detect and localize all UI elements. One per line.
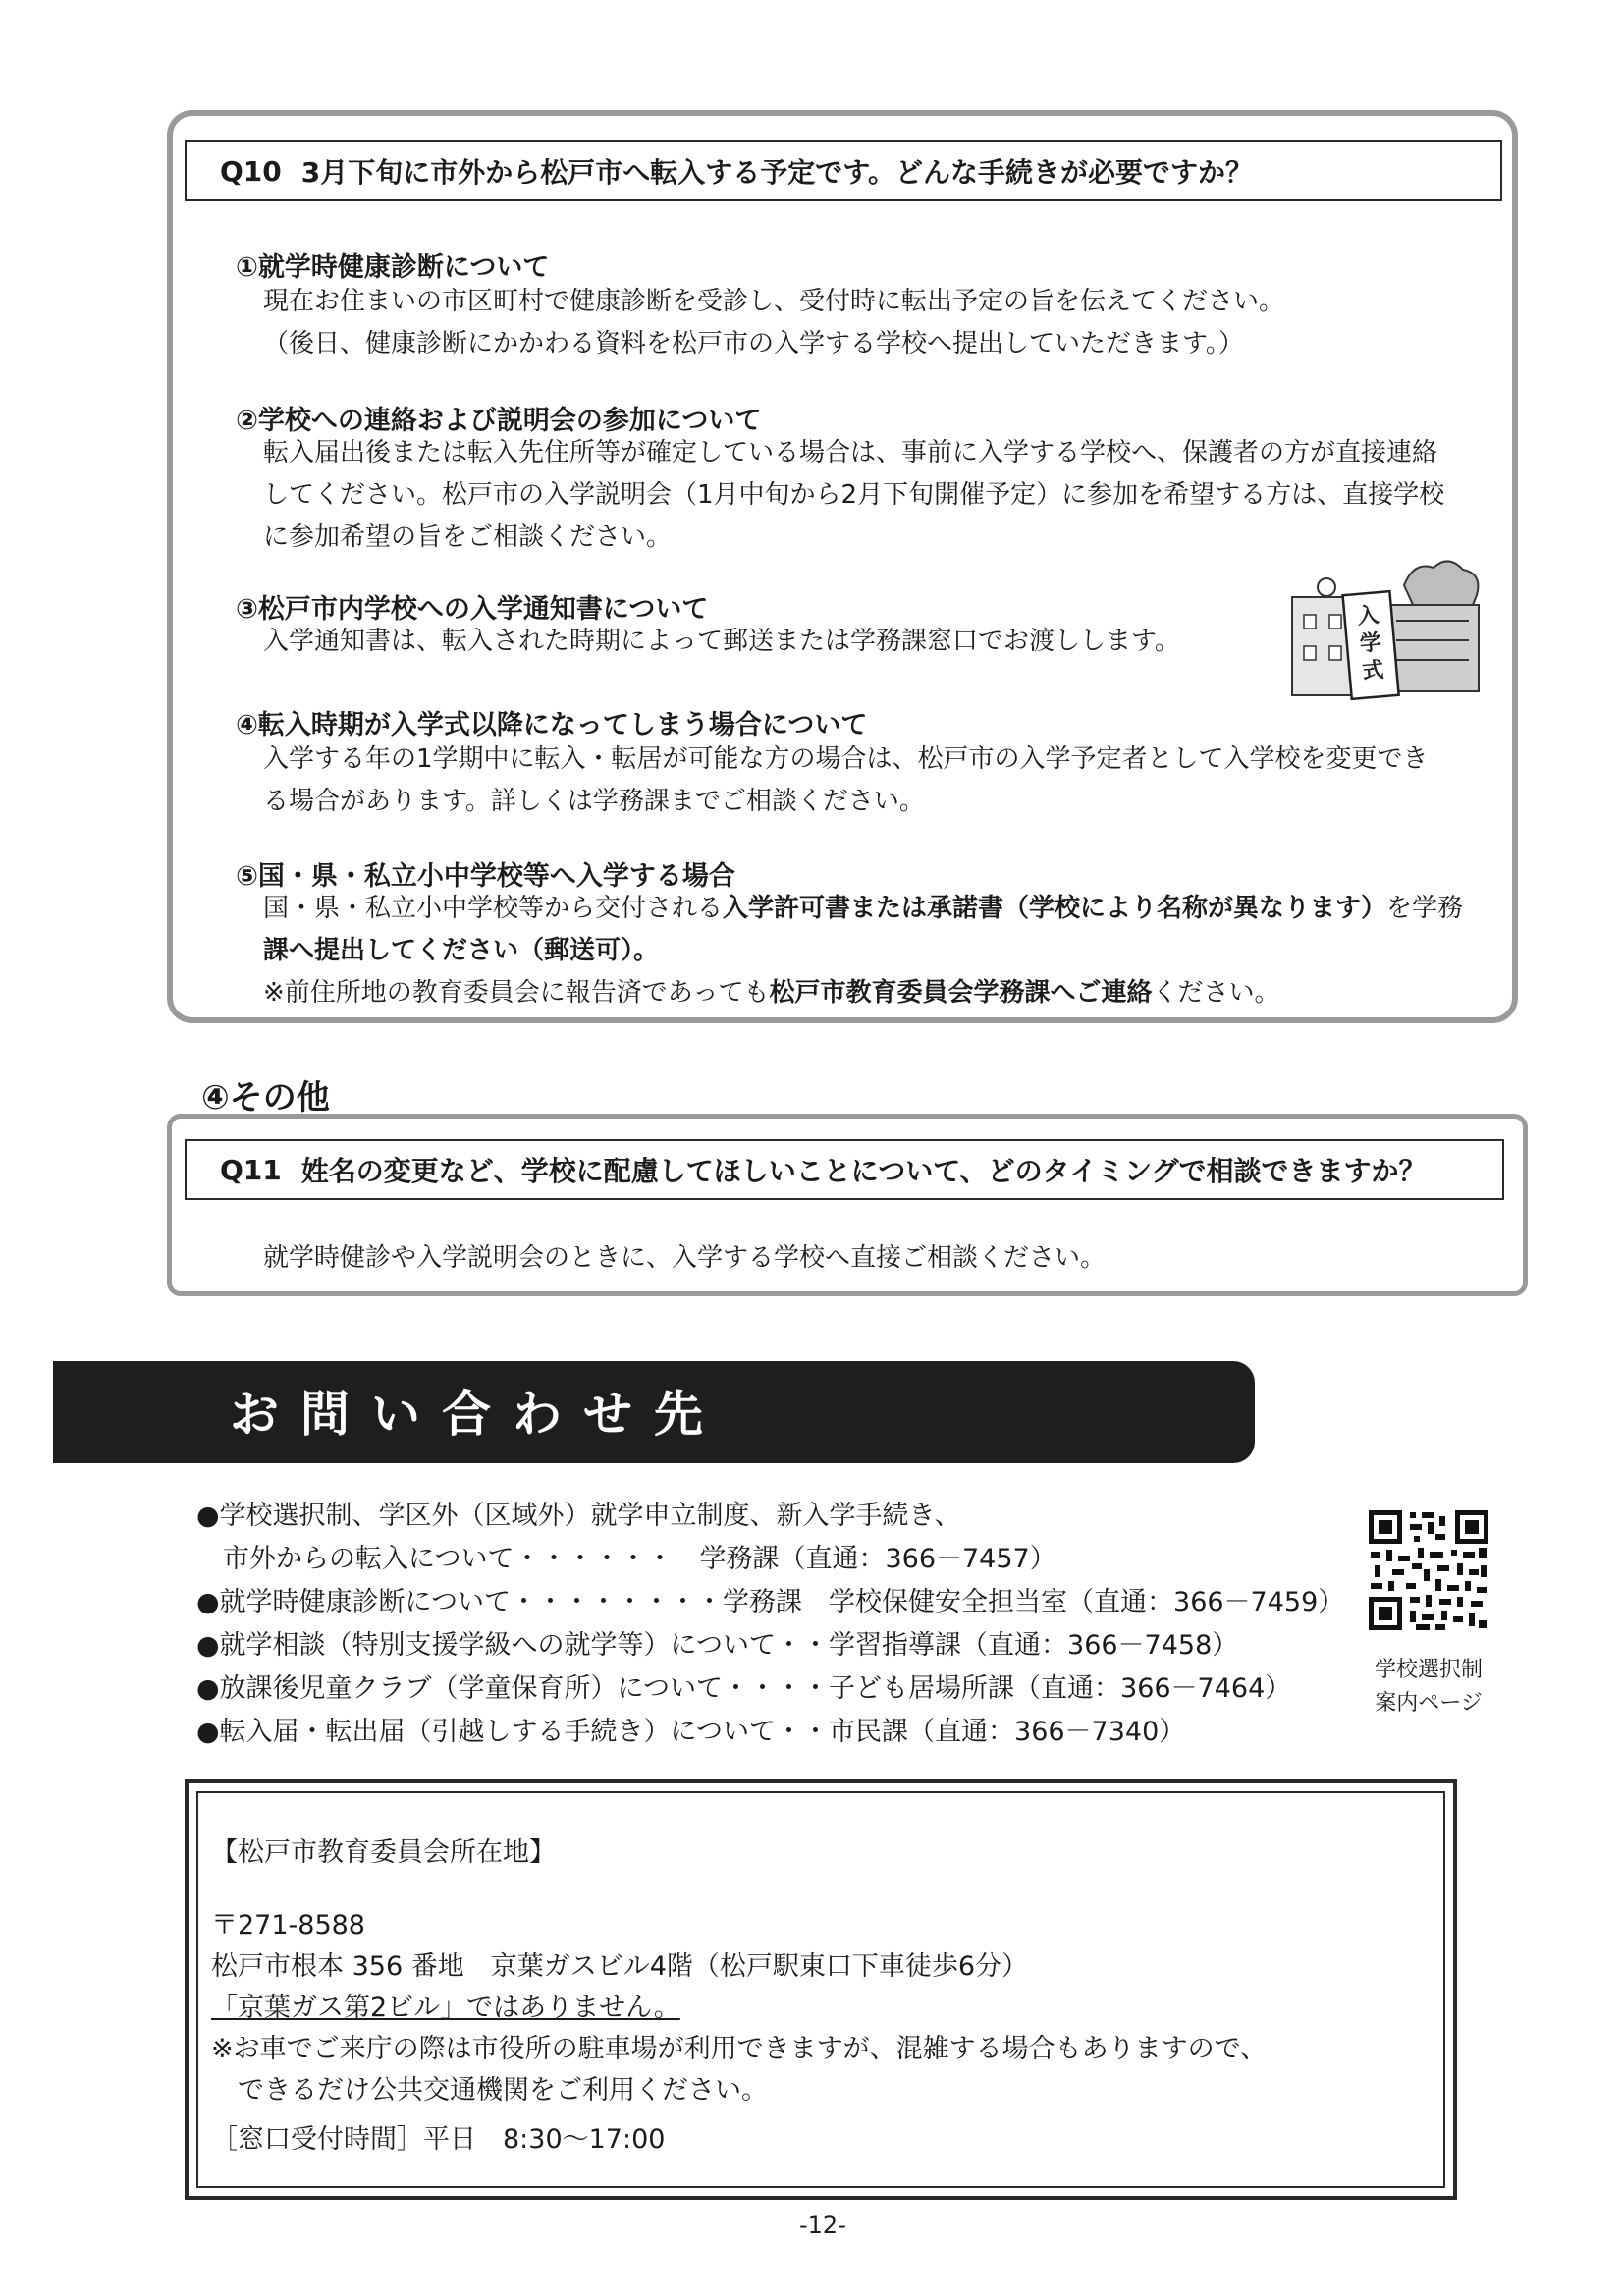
q10-item-4-title: ④転入時期が入学式以降になってしまう場合について [236, 710, 868, 740]
contact-line-6: ●転入届・転出届（引越しする手続き）について・・市民課（直通：366－7340） [196, 1717, 1186, 1747]
q10-question-header [185, 140, 1502, 201]
contact-line-5: ●放課後児童クラブ（学童保育所）について・・・・子ども居場所課（直通：366－7464） [196, 1673, 1292, 1704]
entrance-ceremony-illustration [1286, 546, 1488, 703]
q11-answer: 就学時健診や入学説明会のときに、入学する学校へ直接ご相談ください。 [263, 1243, 1107, 1273]
q10-item-1-line-2: （後日、健康診断にかかわる資料を松戸市の入学する学校へ提出していただきます。） [263, 329, 1244, 358]
q10-item-5-line-1-text: 国・県・私立小中学校等から交付される [263, 894, 724, 923]
q10-item-5-line-1-bold: 入学許可書または承諾書（学校により名称が異なります） [723, 894, 1387, 923]
section-title-other: ④その他 [201, 1078, 330, 1118]
qr-label-line-1: 学校選択制 [1374, 1658, 1483, 1682]
page-number: -12- [799, 2212, 846, 2239]
svg-text:学: 学 [1358, 630, 1383, 657]
office-spacer [211, 2111, 1267, 2119]
q10-item-3-body [263, 621, 1180, 663]
office-address: 松戸市根本 356 番地 京葉ガスビル4階（松戸駅東口下車徒歩6分） [211, 1951, 1029, 1982]
office-hours: ［窓口受付時間］平日 8:30～17:00 [211, 2124, 666, 2155]
office-note-1: ※お車でご来庁の際は市役所の駐車場が利用できますが、混雑する場合もありますので、 [211, 2034, 1268, 2064]
q10-item-5-line-3-text: ※前住所地の教育委員会に報告済であっても [263, 978, 770, 1008]
q10-item-2-title: ②学校への連絡および説明会の参加について [236, 406, 762, 436]
qr-code[interactable] [1367, 1508, 1490, 1632]
q10-item-1-body [263, 281, 1284, 365]
q10-item-1-line-1: 現在お住まいの市区町村で健康診断を受診し、受付時に転出予定の旨を伝えてください。 [263, 287, 1285, 316]
svg-text:式: 式 [1361, 657, 1385, 684]
contact-banner [53, 1361, 1255, 1463]
office-postal: 〒271-8588 [211, 1910, 365, 1941]
office-note-2: できるだけ公共交通機関をご利用ください。 [211, 2075, 768, 2105]
q11-question-header [185, 1139, 1504, 1200]
q10-item-5-line-3-end: ください。 [1152, 978, 1280, 1008]
q10-item-4-line-2: る場合があります。詳しくは学務課までご相談ください。 [263, 787, 925, 816]
q10-item-5-title: ⑤国・県・私立小中学校等へ入学する場合 [236, 861, 735, 892]
q10-item-3-title: ③松戸市内学校への入学通知書について [236, 594, 709, 625]
q10-question: 3月下旬に市外から松戸市へ転入する予定です。どんな手続きが必要ですか？ [300, 156, 1254, 189]
q10-item-2-body [263, 432, 1444, 559]
q10-item-2-line-2: してください。松戸市の入学説明会（1月中旬から2月下旬開催予定）に参加を希望する方は、直接学校 [263, 480, 1445, 510]
q10-item-5-line-3-bold: 松戸市教育委員会学務課へご連絡 [769, 978, 1153, 1008]
q10-item-1-title: ①就学時健康診断について [236, 252, 550, 283]
q11-question: 姓名の変更など、学校に配慮してほしいことについて、どのタイミングで相談できますか？ [300, 1155, 1427, 1187]
office-notice: 「京葉ガス第2ビル」ではありません。 [211, 1993, 680, 2023]
q10-item-5-body [263, 888, 1463, 1014]
q10-item-5-line-2 [263, 930, 1463, 972]
q10-item-4-body [263, 738, 1429, 823]
q11-number: Q11 [220, 1153, 282, 1186]
q10-item-2-line-1: 転入届出後または転入先住所等が確定している場合は、事前に入学する学校へ、保護者の方が直接連絡 [263, 438, 1438, 467]
contact-line-3: ●就学時健康診断について・・・・・・・・学務課 学校保健安全担当室（直通：366－7459） [196, 1587, 1345, 1617]
office-lines [211, 1905, 1267, 2160]
q10-item-5-line-1-end: を学務 [1386, 894, 1464, 923]
q10-item-5-line-1 [263, 888, 1463, 930]
q10-number: Q10 [220, 154, 282, 188]
contact-line-1: ●学校選択制、学区外（区域外）就学申立制度、新入学手続き、 [196, 1501, 961, 1531]
qr-label-line-2: 案内ページ [1375, 1691, 1483, 1716]
contact-banner-title: お問い合わせ先 [230, 1386, 725, 1443]
contact-line-4: ●就学相談（特別支援学級への就学等）について・・学習指導課（直通：366－7458） [196, 1630, 1239, 1661]
q10-item-3-line-1: 入学通知書は、転入された時期によって郵送または学務課窓口でお渡しします。 [263, 627, 1180, 656]
contact-line-2: 市外からの転入について・・・・・・ 学務課（直通：366－7457） [196, 1544, 1056, 1574]
q10-item-2-line-3: に参加希望の旨をご相談ください。 [263, 522, 673, 552]
svg-text:入: 入 [1356, 603, 1380, 630]
q10-item-5-line-3 [263, 972, 1463, 1014]
q10-item-4-line-1: 入学する年の1学期中に転入・転居が可能な方の場合は、松戸市の入学予定者として入学校を変更でき [263, 744, 1429, 774]
contact-list [196, 1495, 1344, 1754]
q10-item-5-line-2-bold: 課へ提出してください（郵送可）。 [263, 936, 660, 965]
office-heading: 【松戸市教育委員会所在地】 [211, 1837, 556, 1868]
qr-label [1355, 1654, 1502, 1721]
